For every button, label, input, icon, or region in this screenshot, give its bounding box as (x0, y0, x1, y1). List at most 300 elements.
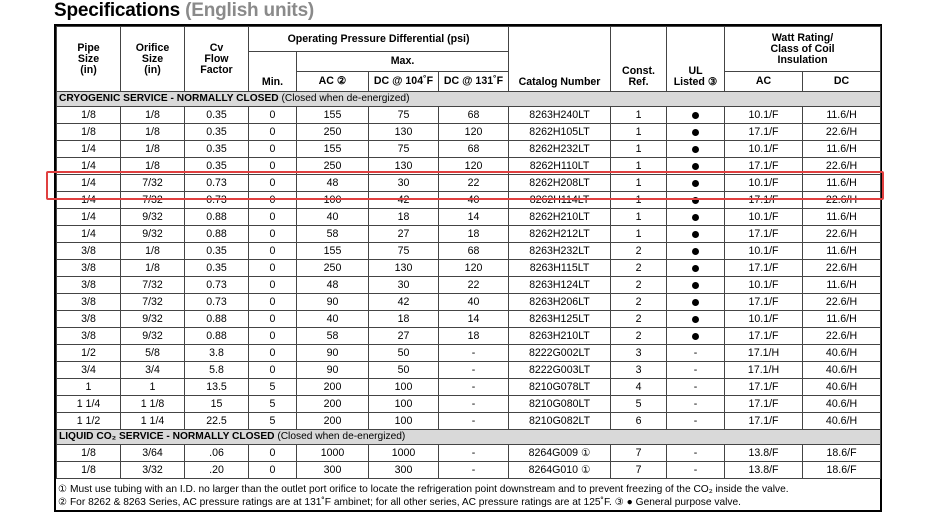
table-cell: 11.6/H (803, 209, 881, 226)
table-cell: 18 (439, 328, 509, 345)
table-cell: 7 (611, 462, 667, 479)
table-cell: 250 (297, 124, 369, 141)
table-cell: 8262H105LT (509, 124, 611, 141)
bullet-icon (692, 231, 699, 238)
table-cell: 130 (369, 158, 439, 175)
table-cell: 9/32 (121, 209, 185, 226)
table-cell: 11.6/H (803, 107, 881, 124)
table-cell: 11.6/H (803, 141, 881, 158)
table-cell: 8262H208LT (509, 175, 611, 192)
bullet-icon (692, 333, 699, 340)
table-cell: - (439, 396, 509, 413)
table-cell: 1 (57, 379, 121, 396)
table-cell: 3/8 (57, 311, 121, 328)
table-row (57, 243, 881, 260)
table-cell: 75 (369, 107, 439, 124)
table-cell: 0 (249, 124, 297, 141)
table-cell: 75 (369, 243, 439, 260)
table-cell: 10.1/F (725, 243, 803, 260)
table-cell: 0 (249, 243, 297, 260)
table-cell: - (439, 462, 509, 479)
table-row (57, 141, 881, 158)
table-cell: 130 (369, 260, 439, 277)
table-cell: 0.73 (185, 175, 249, 192)
table-cell (667, 311, 725, 328)
table-cell: - (667, 396, 725, 413)
table-cell: 40.6/H (803, 362, 881, 379)
bullet-icon (692, 129, 699, 136)
table-cell: 90 (297, 294, 369, 311)
table-cell: 17.1/F (725, 158, 803, 175)
table-cell: 10.1/F (725, 209, 803, 226)
table-cell: 18 (369, 209, 439, 226)
table-cell: 1/8 (57, 462, 121, 479)
title-sub: (English units) (185, 0, 315, 21)
table-row (57, 260, 881, 277)
table-cell: 30 (369, 277, 439, 294)
table-cell: 68 (439, 107, 509, 124)
table-cell: 0.88 (185, 311, 249, 328)
table-cell: 22.6/H (803, 260, 881, 277)
table-cell: 5/8 (121, 345, 185, 362)
table-cell: 0 (249, 462, 297, 479)
table-cell: 1/8 (121, 243, 185, 260)
table-cell: 0 (249, 158, 297, 175)
table-cell: 0.88 (185, 209, 249, 226)
table-cell: 250 (297, 158, 369, 175)
header-min: Min. (249, 52, 297, 92)
table-cell: 1 (611, 124, 667, 141)
table-cell (667, 107, 725, 124)
table-cell: 15 (185, 396, 249, 413)
table-cell: 1/4 (57, 158, 121, 175)
table-cell: 1/8 (57, 107, 121, 124)
table-cell: 8262H110LT (509, 158, 611, 175)
table-cell: 40 (439, 294, 509, 311)
table-row (57, 107, 881, 124)
table-cell: 1 (121, 379, 185, 396)
table-cell: 68 (439, 141, 509, 158)
table-cell: 13.8/F (725, 462, 803, 479)
table-cell: 22 (439, 175, 509, 192)
section-title-bold: CRYOGENIC SERVICE - NORMALLY CLOSED (59, 93, 279, 104)
table-cell: 90 (297, 345, 369, 362)
footnote-1: ① Must use tubing with an I.D. no larger than the outlet port orifice to locate the refrigeration point downstream and to prevent freezing of the CO₂ inside the valve. (58, 484, 789, 495)
table-cell: 22.6/H (803, 294, 881, 311)
table-cell: 5 (611, 396, 667, 413)
header-watt-rating: Watt Rating/ Class of Coil Insulation (725, 27, 881, 72)
section-title (57, 430, 881, 445)
table-cell: 2 (611, 260, 667, 277)
table-cell: 0 (249, 345, 297, 362)
table-cell: 1/8 (121, 260, 185, 277)
table-cell: 17.1/F (725, 226, 803, 243)
table-cell: 9/32 (121, 311, 185, 328)
table-cell: 10.1/F (725, 107, 803, 124)
table-cell: 120 (439, 260, 509, 277)
table-cell: - (667, 362, 725, 379)
table-cell: 8210G082LT (509, 413, 611, 430)
table-cell: 0.35 (185, 243, 249, 260)
table-cell: 3/8 (57, 243, 121, 260)
bullet-icon (692, 265, 699, 272)
table-cell: 1000 (369, 445, 439, 462)
title-main: Specifications (54, 0, 181, 21)
table-cell: 0 (249, 294, 297, 311)
table-cell: 7/32 (121, 175, 185, 192)
table-cell: 0.35 (185, 260, 249, 277)
page-title (54, 0, 314, 22)
table-cell: 0 (249, 445, 297, 462)
table-cell: 22.6/H (803, 124, 881, 141)
section-header-row (57, 430, 881, 445)
table-cell: 0 (249, 209, 297, 226)
table-cell: - (667, 413, 725, 430)
table-cell: 8263H125LT (509, 311, 611, 328)
table-cell: 1 1/4 (57, 396, 121, 413)
table-cell: 58 (297, 226, 369, 243)
table-cell: 8262H114LT (509, 192, 611, 209)
header-orifice-size: Orifice Size (in) (121, 27, 185, 92)
table-cell: 3/8 (57, 277, 121, 294)
table-cell: 30 (369, 175, 439, 192)
table-cell: 0 (249, 175, 297, 192)
header-dc-131: DC @ 131˚F (439, 72, 509, 92)
section-title-bold: LIQUID CO₂ SERVICE - NORMALLY CLOSED (59, 431, 275, 442)
table-cell: 11.6/H (803, 311, 881, 328)
table-cell: 50 (369, 362, 439, 379)
table-cell: 0.35 (185, 107, 249, 124)
table-cell: 40 (439, 192, 509, 209)
section-title-note: (Closed when de-energized) (277, 431, 406, 442)
table-cell: 17.1/H (725, 345, 803, 362)
table-cell: 2 (611, 311, 667, 328)
table-cell: 1/8 (121, 107, 185, 124)
table-cell: - (439, 345, 509, 362)
table-cell: 8262H232LT (509, 141, 611, 158)
table-cell: 9/32 (121, 328, 185, 345)
table-cell: 1 (611, 107, 667, 124)
bullet-icon (692, 282, 699, 289)
table-cell: 48 (297, 277, 369, 294)
table-row (57, 311, 881, 328)
table-cell: 17.1/H (725, 362, 803, 379)
table-cell: 8263H124LT (509, 277, 611, 294)
table-cell (667, 141, 725, 158)
table-cell: 11.6/H (803, 243, 881, 260)
section-header-row (57, 92, 881, 107)
table-cell: 11.6/H (803, 277, 881, 294)
bullet-icon (692, 299, 699, 306)
header-ul-listed: UL Listed ③ (667, 27, 725, 92)
table-row (57, 209, 881, 226)
table-cell: 1/4 (57, 209, 121, 226)
table-cell: 1/8 (121, 124, 185, 141)
table-cell: 48 (297, 175, 369, 192)
table-row (57, 445, 881, 462)
table-cell: 1/4 (57, 226, 121, 243)
table-row (57, 379, 881, 396)
table-cell: 0.88 (185, 328, 249, 345)
table-cell: - (667, 345, 725, 362)
table-cell: 2 (611, 328, 667, 345)
table-cell: 58 (297, 328, 369, 345)
table-cell: 0 (249, 277, 297, 294)
table-cell: 1 (611, 226, 667, 243)
table-cell: 11.6/H (803, 175, 881, 192)
table-cell: 40.6/H (803, 379, 881, 396)
table-cell: 8264G009 ① (509, 445, 611, 462)
table-cell: 17.1/F (725, 260, 803, 277)
table-cell: 8262H212LT (509, 226, 611, 243)
table-cell: .20 (185, 462, 249, 479)
bullet-icon (692, 163, 699, 170)
table-cell: 1/2 (57, 345, 121, 362)
table-cell: 17.1/F (725, 192, 803, 209)
table-cell: 13.5 (185, 379, 249, 396)
table-cell: 100 (297, 192, 369, 209)
table-cell: 18.6/F (803, 462, 881, 479)
table-cell: 0 (249, 192, 297, 209)
table-cell: 0.73 (185, 277, 249, 294)
table-cell: 22.5 (185, 413, 249, 430)
header-max: Max. (297, 52, 509, 72)
table-cell: 5 (249, 379, 297, 396)
header-cv-flow-factor: Cv Flow Factor (185, 27, 249, 92)
specifications-table (56, 26, 881, 479)
table-cell: 1 (611, 141, 667, 158)
table-cell: 3.8 (185, 345, 249, 362)
table-cell: 1 1/2 (57, 413, 121, 430)
table-cell: 22.6/H (803, 192, 881, 209)
table-cell: 200 (297, 396, 369, 413)
table-cell: 5.8 (185, 362, 249, 379)
table-cell: 8262H210LT (509, 209, 611, 226)
table-cell: 100 (369, 379, 439, 396)
table-cell: 3/8 (57, 328, 121, 345)
table-cell: 18 (369, 311, 439, 328)
table-cell: 40 (297, 209, 369, 226)
header-watt-ac: AC (725, 72, 803, 92)
table-cell: 7/32 (121, 277, 185, 294)
table-cell: 0 (249, 107, 297, 124)
table-cell: 8222G003LT (509, 362, 611, 379)
table-cell: 3/4 (121, 362, 185, 379)
table-cell: 17.1/F (725, 328, 803, 345)
table-cell: 3/4 (57, 362, 121, 379)
table-cell: 22.6/H (803, 158, 881, 175)
table-cell: 68 (439, 243, 509, 260)
table-cell: 1 (611, 192, 667, 209)
table-cell: 17.1/F (725, 413, 803, 430)
table-cell: 3 (611, 345, 667, 362)
table-cell: 100 (369, 396, 439, 413)
table-cell: 1/8 (57, 124, 121, 141)
table-cell: 8263H240LT (509, 107, 611, 124)
table-cell: 0 (249, 141, 297, 158)
table-cell: 10.1/F (725, 141, 803, 158)
table-cell: 300 (369, 462, 439, 479)
table-cell: 0 (249, 311, 297, 328)
table-cell: 10.1/F (725, 175, 803, 192)
table-cell: 4 (611, 379, 667, 396)
table-cell: 0.73 (185, 294, 249, 311)
table-cell: 0 (249, 226, 297, 243)
table-cell: 5 (249, 413, 297, 430)
table-cell: 10.1/F (725, 277, 803, 294)
table-cell: - (667, 379, 725, 396)
table-cell: 9/32 (121, 226, 185, 243)
bullet-icon (692, 248, 699, 255)
table-row (57, 345, 881, 362)
table-cell: 1 1/4 (121, 413, 185, 430)
table-cell: 0.35 (185, 124, 249, 141)
table-cell (667, 277, 725, 294)
table-row (57, 362, 881, 379)
table-cell: 120 (439, 124, 509, 141)
table-row (57, 462, 881, 479)
table-cell: 22 (439, 277, 509, 294)
table-cell: 40.6/H (803, 396, 881, 413)
table-cell: 3 (611, 362, 667, 379)
table-row (57, 226, 881, 243)
highlight-box (46, 171, 884, 200)
table-row (57, 396, 881, 413)
table-cell: 200 (297, 379, 369, 396)
header-ac: AC ② (297, 72, 369, 92)
table-cell: 0 (249, 260, 297, 277)
table-cell: 75 (369, 141, 439, 158)
table-cell (667, 209, 725, 226)
table-cell (667, 328, 725, 345)
table-cell: 250 (297, 260, 369, 277)
table-cell: 6 (611, 413, 667, 430)
table-row (57, 413, 881, 430)
table-cell: 1/4 (57, 175, 121, 192)
table-cell: 13.8/F (725, 445, 803, 462)
bullet-icon (692, 214, 699, 221)
table-cell: 40.6/H (803, 345, 881, 362)
table-cell: 17.1/F (725, 294, 803, 311)
table-cell: 3/64 (121, 445, 185, 462)
table-cell: 1/4 (57, 192, 121, 209)
table-cell (667, 226, 725, 243)
table-cell: 42 (369, 294, 439, 311)
table-cell: 50 (369, 345, 439, 362)
table-cell: 40.6/H (803, 413, 881, 430)
table-cell: 2 (611, 277, 667, 294)
table-cell: 155 (297, 141, 369, 158)
table-cell: 120 (439, 158, 509, 175)
table-cell: 7/32 (121, 192, 185, 209)
table-cell: 1 (611, 209, 667, 226)
table-cell: 155 (297, 107, 369, 124)
table-cell: 155 (297, 243, 369, 260)
table-cell: .06 (185, 445, 249, 462)
table-row (57, 124, 881, 141)
table-row (57, 277, 881, 294)
table-cell (667, 243, 725, 260)
table-cell: 22.6/H (803, 226, 881, 243)
table-cell: 3/32 (121, 462, 185, 479)
table-cell (667, 124, 725, 141)
header-catalog-number: Catalog Number (509, 27, 611, 92)
table-cell: 8263H210LT (509, 328, 611, 345)
table-cell: 100 (369, 413, 439, 430)
table-cell: 0 (249, 328, 297, 345)
table-body (57, 92, 881, 479)
table-cell: 17.1/F (725, 379, 803, 396)
table-cell: 40 (297, 311, 369, 328)
table-cell: 0.73 (185, 192, 249, 209)
table-cell: 0.35 (185, 158, 249, 175)
header-operating-pressure: Operating Pressure Differential (psi) (249, 27, 509, 52)
table-cell: 27 (369, 328, 439, 345)
table-cell: 14 (439, 209, 509, 226)
table-cell: 8264G010 ① (509, 462, 611, 479)
table-cell: 200 (297, 413, 369, 430)
bullet-icon (692, 316, 699, 323)
table-cell: 1 (611, 158, 667, 175)
table-cell: 14 (439, 311, 509, 328)
table-cell (667, 260, 725, 277)
section-title-note: (Closed when de-energized) (281, 93, 410, 104)
table-cell: 1/8 (57, 445, 121, 462)
header-dc-104: DC @ 104˚F (369, 72, 439, 92)
table-cell: 8210G080LT (509, 396, 611, 413)
table-cell: 42 (369, 192, 439, 209)
table-cell: 1 1/8 (121, 396, 185, 413)
table-cell: 22.6/H (803, 328, 881, 345)
header-watt-dc: DC (803, 72, 881, 92)
table-cell: 130 (369, 124, 439, 141)
table-cell: - (439, 445, 509, 462)
table-cell: 1/8 (121, 158, 185, 175)
table-cell: 8263H232LT (509, 243, 611, 260)
table-cell: 0.88 (185, 226, 249, 243)
table-cell: - (439, 379, 509, 396)
table-cell: 10.1/F (725, 311, 803, 328)
table-cell: 2 (611, 243, 667, 260)
table-cell: 8263H206LT (509, 294, 611, 311)
table-cell: 3/8 (57, 260, 121, 277)
table-cell: 27 (369, 226, 439, 243)
table-cell: 8263H115LT (509, 260, 611, 277)
header-const-ref: Const. Ref. (611, 27, 667, 92)
table-cell: - (439, 413, 509, 430)
section-title (57, 92, 881, 107)
table-cell: - (667, 462, 725, 479)
table-cell: 0 (249, 362, 297, 379)
table-cell: 8222G002LT (509, 345, 611, 362)
table-cell: 8210G078LT (509, 379, 611, 396)
table-cell: 5 (249, 396, 297, 413)
table-cell: 3/8 (57, 294, 121, 311)
table-cell: 90 (297, 362, 369, 379)
table-cell: 17.1/F (725, 124, 803, 141)
table-row (57, 294, 881, 311)
table-cell: 7 (611, 445, 667, 462)
header-pipe-size: Pipe Size (in) (57, 27, 121, 92)
table-cell: - (439, 362, 509, 379)
table-cell: 1/8 (121, 141, 185, 158)
table-cell: - (667, 445, 725, 462)
bullet-icon (692, 112, 699, 119)
table-cell: 17.1/F (725, 396, 803, 413)
table-cell: 1/4 (57, 141, 121, 158)
table-cell: 1000 (297, 445, 369, 462)
table-cell: 7/32 (121, 294, 185, 311)
